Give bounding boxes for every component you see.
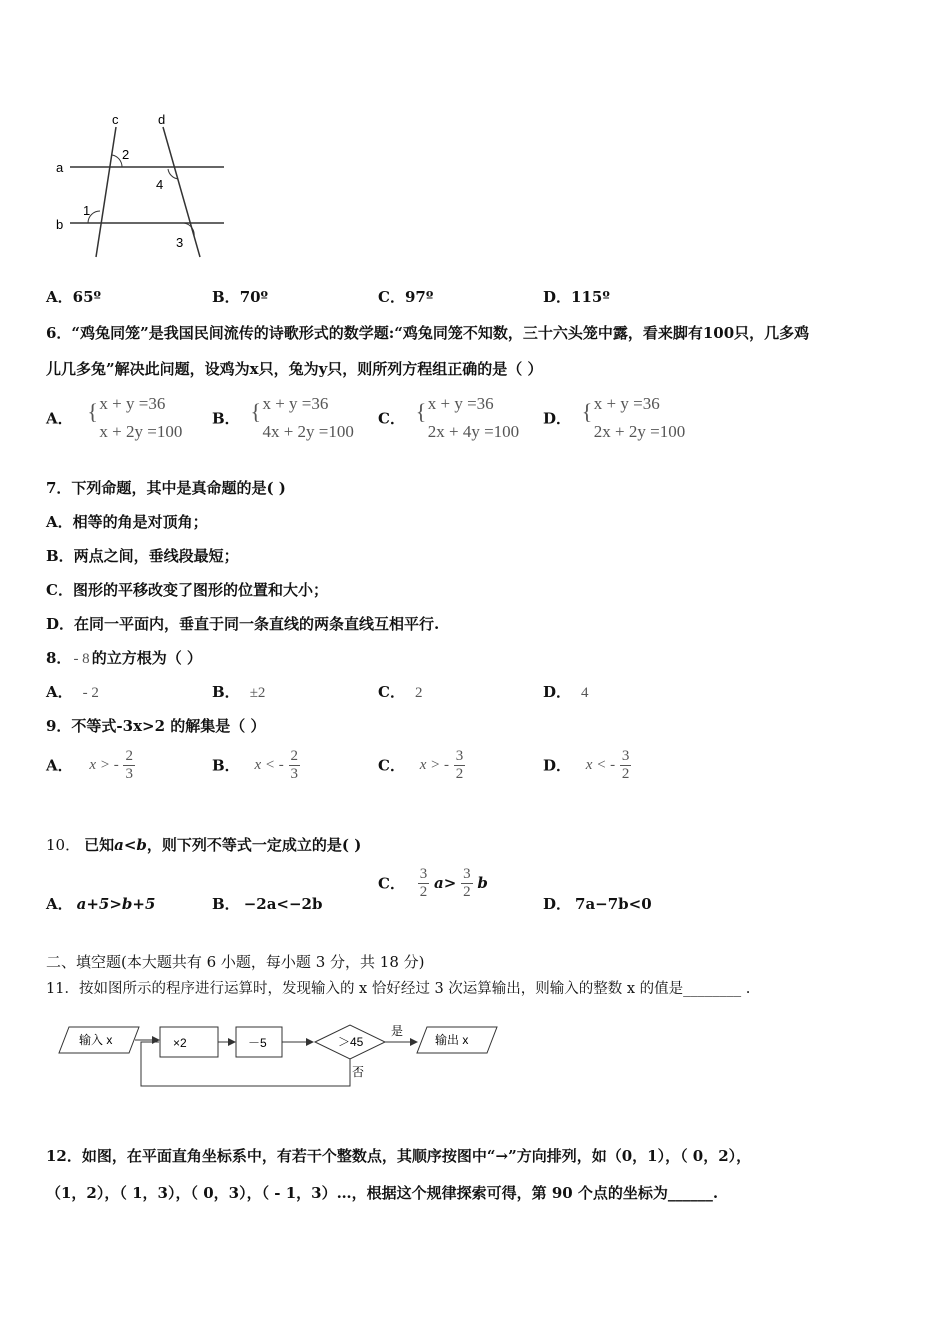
q5-option-c: C．97º <box>378 288 434 306</box>
q12-line2: （1，2），（ 1，3），（ 0，3），（ - 1，3）…，根据这个规律探索可得，第 90 个点的坐标为______. <box>46 1184 719 1202</box>
flow-input: 输入 x <box>79 1033 113 1047</box>
q9-option-c: C． x > - $\frac{3}{2}$ <box>378 748 464 782</box>
q8-stem: 8． - 8 的立方根为（ ） <box>46 649 202 667</box>
q12-line1: 12．如图，在平面直角坐标系中，有若干个整数点，其顺序按图中“→”方向排列，如（0，1），（ 0，2）， <box>46 1147 752 1165</box>
flow-output: 输出 x <box>435 1033 469 1047</box>
q6-stem-line2: 儿几多兔”解决此问题，设鸡为x只，兔为y只，则所列方程组正确的是（ ） <box>46 360 543 378</box>
q8-option-d: D． 4 <box>543 683 589 701</box>
label-c: c <box>112 112 119 127</box>
q8-option-c: C． 2 <box>378 683 423 701</box>
q7-stem: 7．下列命题，其中是真命题的是( ) <box>46 479 286 497</box>
label-b: b <box>56 217 64 232</box>
flow-minus5: －5 <box>248 1036 267 1050</box>
flowchart <box>55 1015 505 1090</box>
q7-option-b: B．两点之间，垂线段最短； <box>46 547 239 565</box>
q9-option-d: D． x < - $\frac{3}{2}$ <box>543 748 630 782</box>
q6-option-a: A． { x + y =36 x + 2y =100 <box>46 394 183 441</box>
q10-option-d: D． 7a−7b<0 <box>543 895 652 913</box>
q9-option-b: B． x < - $\frac{2}{3}$ <box>212 748 299 782</box>
q6-option-c: C． { x + y =36 2x + 4y =100 <box>378 394 520 441</box>
flow-yes: 是 <box>391 1024 404 1038</box>
q10-stem: 10． 已知a<b，则下列不等式一定成立的是( ) <box>46 836 362 854</box>
angle-3: 3 <box>176 235 184 250</box>
q5-option-d: D．115º <box>543 288 610 306</box>
angle-2: 2 <box>122 147 130 162</box>
q6-option-d: D． { x + y =36 2x + 2y =100 <box>543 394 686 441</box>
q5-option-b: B．70º <box>212 288 269 306</box>
label-d: d <box>158 112 166 127</box>
q9-stem: 9．不等式-3x>2 的解集是（ ） <box>46 717 266 735</box>
angle-1: 1 <box>83 203 91 218</box>
q8-option-b: B． ±2 <box>212 683 266 701</box>
q9-option-a: A． x > - $\frac{2}{3}$ <box>46 748 133 782</box>
flow-times2: ×2 <box>173 1036 187 1050</box>
q8-option-a: A． - 2 <box>46 683 99 701</box>
q7-option-a: A．相等的角是对顶角； <box>46 513 208 531</box>
q11-stem: 11．按如图所示的程序进行运算时，发现输入的 x 恰好经过 3 次运算输出，则输入的整数 x 的值是________ . <box>46 981 751 997</box>
q7-option-d: D．在同一平面内，垂直于同一条直线的两条直线互相平行. <box>46 615 440 633</box>
q6-option-b: B． { x + y =36 4x + 2y =100 <box>212 394 354 441</box>
flow-compare: ＞45 <box>338 1035 364 1049</box>
q10-option-b: B． −2a<−2b <box>212 895 323 913</box>
label-a: a <box>56 160 64 175</box>
q6-stem-line1: 6．“鸡兔同笼”是我国民间流传的诗歌形式的数学题:“鸡兔同笼不知数，三十六头笼中露，看来脚有100只，几多鸡 <box>46 324 810 342</box>
section-title: 二、填空题(本大题共有 6 小题，每小题 3 分，共 18 分) <box>46 953 425 971</box>
q10-option-c: C． $\frac{3}{2}$ a> $\frac{3}{2}$ b <box>378 866 488 900</box>
q5-option-a: A．65º <box>46 288 102 306</box>
parallel-lines-figure <box>50 105 240 265</box>
q7-option-c: C．图形的平移改变了图形的位置和大小； <box>46 581 328 599</box>
angle-4: 4 <box>156 177 164 192</box>
flow-no: 否 <box>352 1065 365 1079</box>
q10-option-a: A． a+5>b+5 <box>46 895 156 913</box>
